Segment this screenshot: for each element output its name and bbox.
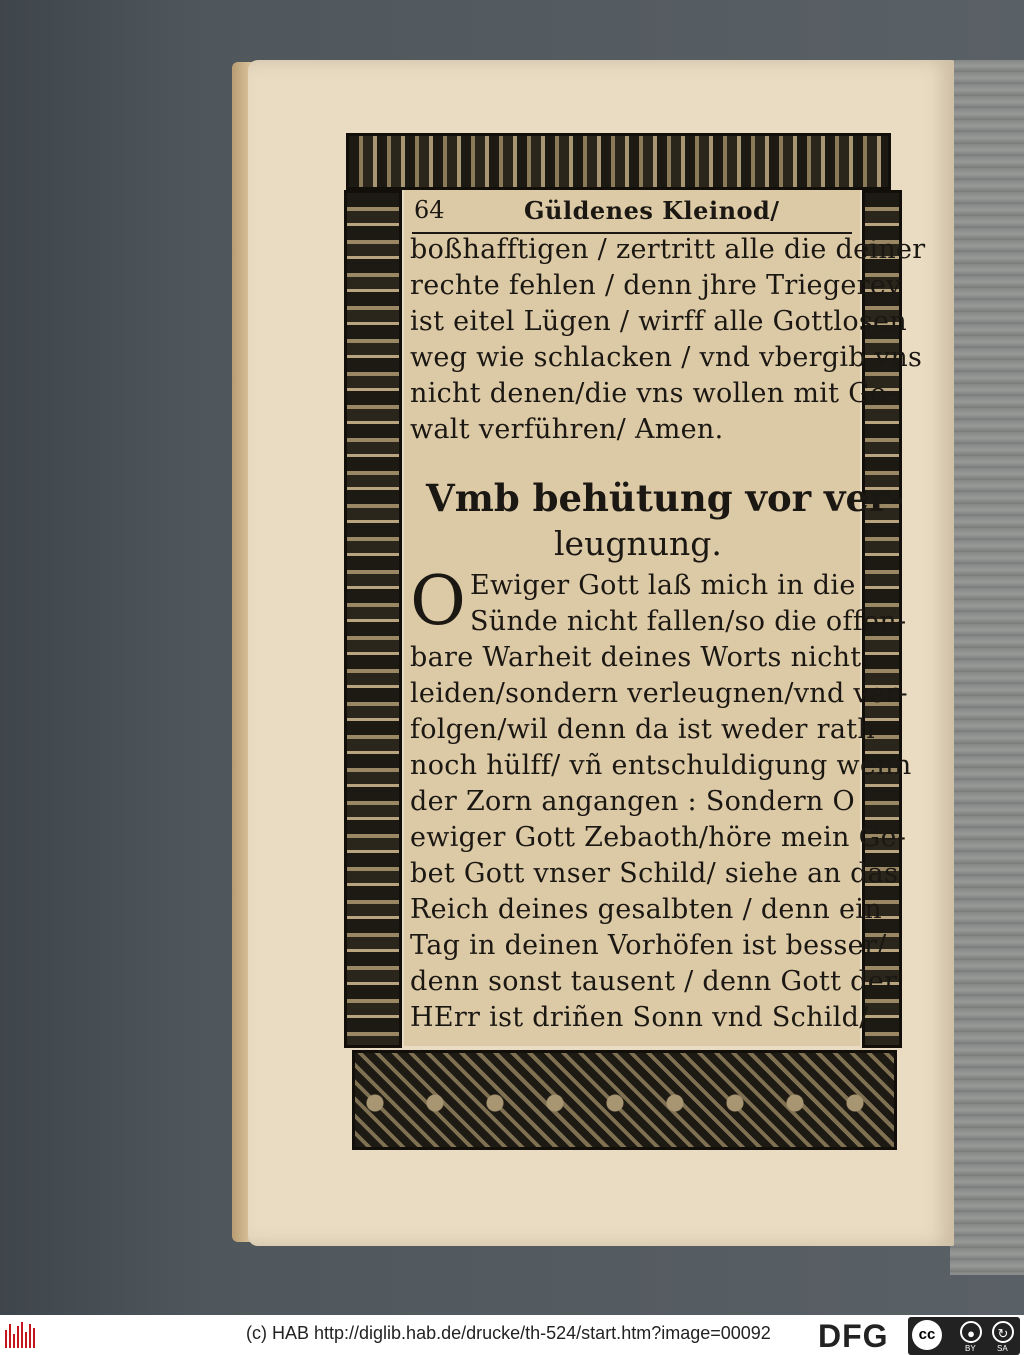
text-line: Sünde nicht fallen/so die offen- — [470, 606, 907, 637]
text-line: Reich deines gesalbten / denn ein — [410, 894, 882, 925]
running-head — [412, 192, 852, 234]
text-block — [404, 190, 926, 1046]
cc-license-badge[interactable] — [908, 1317, 1020, 1355]
by-person-icon: ● — [960, 1321, 982, 1343]
text-line: denn sonst tausent / denn Gott der — [410, 966, 898, 997]
text-line: walt verführen/ Amen. — [410, 414, 724, 445]
woodcut-border-left — [344, 190, 402, 1048]
text-line: weg wie schlacken / vnd vbergib vns — [410, 342, 923, 373]
sa-label: SA — [997, 1344, 1008, 1353]
facing-page-edge — [950, 60, 1024, 1275]
page-number: 64 — [414, 196, 445, 224]
copyright-link[interactable]: (c) HAB http://diglib.hab.de/drucke/th-524/start.htm?image=00092 — [246, 1323, 771, 1343]
dfg-logo[interactable]: DFG — [818, 1318, 889, 1354]
text-line: rechte fehlen / denn jhre Triegerey — [410, 270, 902, 301]
cc-icon: cc — [912, 1320, 942, 1350]
text-line: nicht denen/die vns wollen mit Ge- — [410, 378, 896, 409]
text-line: der Zorn angangen : Sondern O — [410, 786, 855, 817]
section-heading: leugnung. — [554, 524, 722, 563]
text-line: ewiger Gott Zebaoth/höre mein Ge- — [410, 822, 907, 853]
by-label: BY — [965, 1344, 976, 1353]
text-line: HErr ist driñen Sonn vnd Schild/ — [410, 1002, 869, 1033]
text-line: Tag in deinen Vorhöfen ist besser/ — [410, 930, 887, 961]
share-alike-icon: ↻ — [992, 1321, 1014, 1343]
hab-logo-icon[interactable] — [5, 1322, 41, 1348]
text-line: noch hülff/ vñ entschuldigung wenn — [410, 750, 912, 781]
text-line: folgen/wil denn da ist weder rath — [410, 714, 876, 745]
text-line: Ewiger Gott laß mich in die — [470, 570, 856, 601]
drop-initial: O — [410, 562, 466, 641]
woodcut-border-top — [346, 133, 891, 190]
running-title: Güldenes Kleinod/ — [524, 196, 780, 225]
text-line: bare Warheit deines Worts nicht — [410, 642, 862, 673]
text-line: ist eitel Lügen / wirff alle Gottlosen — [410, 306, 908, 337]
text-line: leiden/sondern verleugnen/vnd ver- — [410, 678, 908, 709]
text-line: bet Gott vnser Schild/ siehe an das — [410, 858, 899, 889]
text-line: boßhafftigen / zertritt alle die deiner — [410, 234, 926, 265]
woodcut-border-bottom — [352, 1050, 897, 1150]
section-heading: Vmb behütung vor ver- — [426, 476, 904, 520]
